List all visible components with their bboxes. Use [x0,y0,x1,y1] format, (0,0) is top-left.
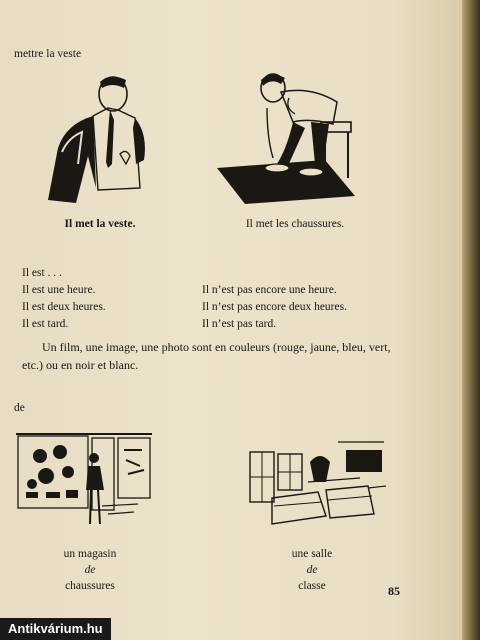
header-label: mettre la veste [14,48,82,60]
caption-line: un magasin [63,548,117,560]
time-lines-left [22,265,106,333]
caption-jacket: Il met la veste. [64,218,136,230]
color-paragraph: Un film, une image, une photo sont en couleurs (rouge, jaune, bleu, vert, etc.) ou en noir et blanc. [22,340,391,372]
time-line: Il est deux heures. [22,301,106,313]
man-shoes-illustration [215,68,360,208]
time-line: Il est une heure. [22,284,96,296]
shoe-shop-illustration [16,430,156,530]
caption-shoe-shop [30,546,150,594]
caption-shoes: Il met les chaussures. [245,218,345,230]
caption-de: de [84,564,96,576]
time-lines-right [202,265,347,333]
caption-line: classe [298,580,326,592]
time-line: Il n’est pas encore une heure. [202,284,337,296]
classroom-illustration [248,432,388,532]
caption-de: de [306,564,318,576]
caption-line: une salle [291,548,333,560]
time-line: Il est . . . [22,267,62,279]
time-line: Il est tard. [22,318,69,330]
time-line: Il n’est pas tard. [202,318,277,330]
page-number: 85 [388,584,400,598]
time-line: Il n’est pas encore deux heures. [202,301,347,313]
de-label: de [14,402,25,414]
caption-line: chaussures [65,580,115,592]
man-jacket-illustration [38,68,153,208]
watermark-logo: Antikvárium.hu [0,618,111,640]
caption-classroom [252,546,372,594]
book-spine [462,0,480,640]
